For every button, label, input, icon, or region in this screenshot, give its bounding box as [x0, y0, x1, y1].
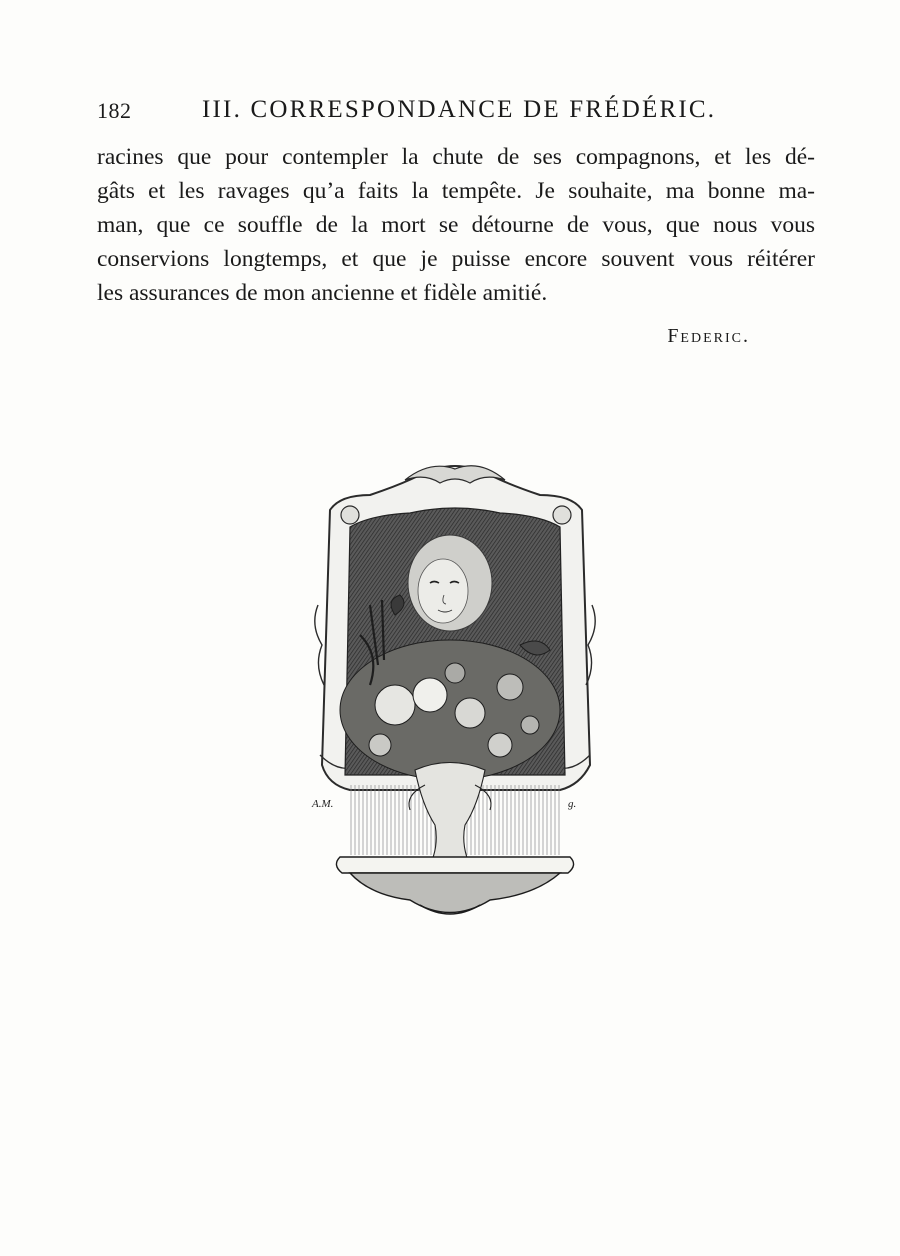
monogram-left: A.M.	[312, 798, 334, 810]
text-line: gâts et les ravages qu’a faits la tempête. Je souhaite, ma bonne ma-	[97, 178, 815, 204]
monogram-right: g.	[568, 798, 577, 810]
text-line: man, que ce souffle de la mort se détourne de vous, que nous vous	[97, 212, 815, 238]
signature: Federic.	[667, 325, 750, 347]
letter-text	[97, 140, 815, 310]
console-shelf	[336, 857, 573, 914]
running-title: III. CORRESPONDANCE DE FRÉDÉRIC.	[202, 96, 717, 123]
text-line: conservions longtemps, et que je puisse encore souvent vous réitérer	[97, 246, 815, 272]
running-head	[97, 94, 757, 128]
page-number: 182	[97, 98, 132, 123]
portrait-vignette-illustration	[310, 455, 600, 935]
text-line: racines que pour contempler la chute de ses compagnons, et les dé-	[97, 144, 815, 170]
text-line: les assurances de mon ancienne et fidèle amitié.	[97, 280, 548, 306]
